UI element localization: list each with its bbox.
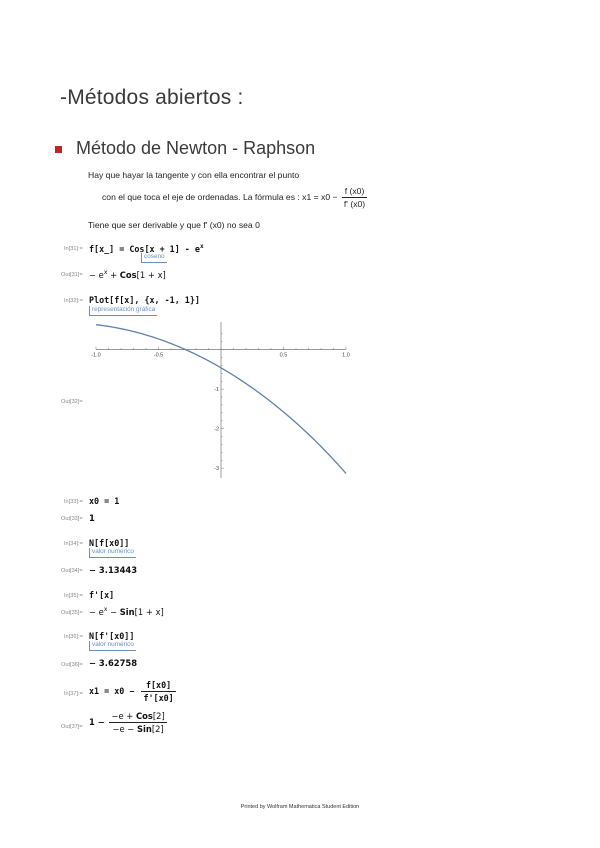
out31-part-d: [1 + x]	[136, 269, 166, 280]
footer-note: Printed by Wolfram Mathematica Student Edition	[240, 804, 360, 810]
in31-code: f[x_] = Cos[x + 1] - e	[89, 243, 200, 254]
in32-code[interactable]: Plot[f[x], {x, -1, 1}]	[89, 295, 200, 305]
x-tick-label: 1.0	[342, 352, 350, 359]
in37-numerator: f[x0]	[141, 680, 175, 692]
in36-hint-numeric[interactable]: valor numérico	[89, 641, 136, 651]
in32-hint-plot[interactable]: representación gráfica	[89, 306, 157, 316]
out31-part-b: +	[110, 269, 120, 280]
in36-label: In[36]:=	[64, 634, 83, 640]
in31-superscript: x	[199, 243, 204, 250]
out33-value: 1	[89, 513, 95, 523]
formula-denominator: f' (x0)	[343, 199, 366, 209]
out31-output	[89, 269, 166, 280]
x-tick-label: 0.5	[279, 352, 288, 359]
in34-label: In[34]:=	[64, 541, 83, 547]
in31-label: In[31]:=	[64, 246, 83, 252]
y-tick-label: -3	[214, 466, 219, 473]
out35-part-a: − e	[89, 606, 104, 617]
x-tick-label: -1.0	[91, 352, 101, 359]
in35-label: In[35]:=	[64, 593, 83, 599]
out37-output	[89, 711, 169, 734]
section-title: Método de Newton - Raphson	[76, 138, 316, 158]
section-bullet	[55, 146, 62, 153]
out37-fraction	[109, 711, 166, 734]
x-tick-label: -0.5	[153, 352, 164, 359]
in37-code: x1 = x0 −	[89, 686, 135, 696]
y-tick-label: -1	[214, 387, 219, 394]
out37-label: Out[37]=	[61, 724, 83, 730]
in36-code[interactable]: N[f'[x0]]	[89, 631, 135, 641]
out37-num-cos: Cos	[135, 711, 153, 721]
out36-label: Out[36]=	[61, 662, 83, 668]
out37-num-a: −e +	[111, 711, 136, 721]
out35-part-d: [1 + x]	[134, 606, 164, 617]
out31-label: Out[31]=	[61, 272, 83, 278]
out37-prefix: 1 −	[89, 717, 105, 727]
y-tick-label: -2	[214, 426, 219, 433]
plot-layer	[91, 322, 350, 478]
out37-denominator	[109, 723, 166, 734]
out37-den-a: −e −	[112, 724, 137, 734]
in34-hint-numeric[interactable]: valor numérico	[89, 548, 136, 558]
out37-den-c: [2]	[151, 724, 164, 734]
newton-formula-fraction	[342, 186, 367, 209]
out34-label: Out[34]=	[61, 568, 83, 574]
in31-hint-coseno[interactable]: coseno	[141, 253, 167, 263]
plot-chart	[86, 318, 356, 488]
in32-label: In[32]:=	[64, 298, 83, 304]
out37-numerator	[109, 711, 166, 723]
in37-input[interactable]	[89, 680, 178, 703]
in33-code[interactable]: x0 = 1	[89, 496, 120, 506]
intro-line-1: Hay que hayar la tangente y con ella encontrar el punto	[88, 170, 300, 180]
in34-code[interactable]: N[f[x0]]	[89, 538, 130, 548]
out31-part-a: − e	[89, 269, 104, 280]
intro-line-2	[102, 186, 369, 209]
out32-label: Out[32]=	[61, 399, 83, 405]
in37-fraction	[141, 680, 175, 703]
out35-label: Out[35]=	[61, 610, 83, 616]
out35-part-b: −	[110, 606, 120, 617]
in37-denominator: f'[x0]	[143, 693, 174, 703]
out37-den-sin: Sin	[136, 724, 152, 734]
out36-value: − 3.62758	[89, 658, 138, 668]
intro-line-3: Tiene que ser derivable y que f' (x0) no sea 0	[88, 220, 260, 230]
in37-label: In[37]:=	[64, 691, 83, 697]
out34-value: − 3.13443	[89, 565, 138, 575]
out35-superscript: x	[103, 606, 108, 613]
formula-numerator: f (x0)	[342, 186, 367, 198]
in35-code[interactable]: f'[x]	[89, 590, 115, 600]
out31-superscript: x	[103, 269, 108, 276]
out37-num-c: [2]	[152, 711, 165, 721]
page-heading: -Métodos abiertos :	[60, 86, 244, 109]
out33-label: Out[33]=	[61, 516, 83, 522]
out35-sin: Sin	[119, 606, 135, 617]
out31-cos: Cos	[119, 269, 137, 280]
out35-output	[89, 606, 164, 617]
intro-line-2-text: con el que toca el eje de ordenadas. La fórmula es : x1 = x0 −	[102, 191, 338, 202]
in33-label: In[33]:=	[64, 499, 83, 505]
